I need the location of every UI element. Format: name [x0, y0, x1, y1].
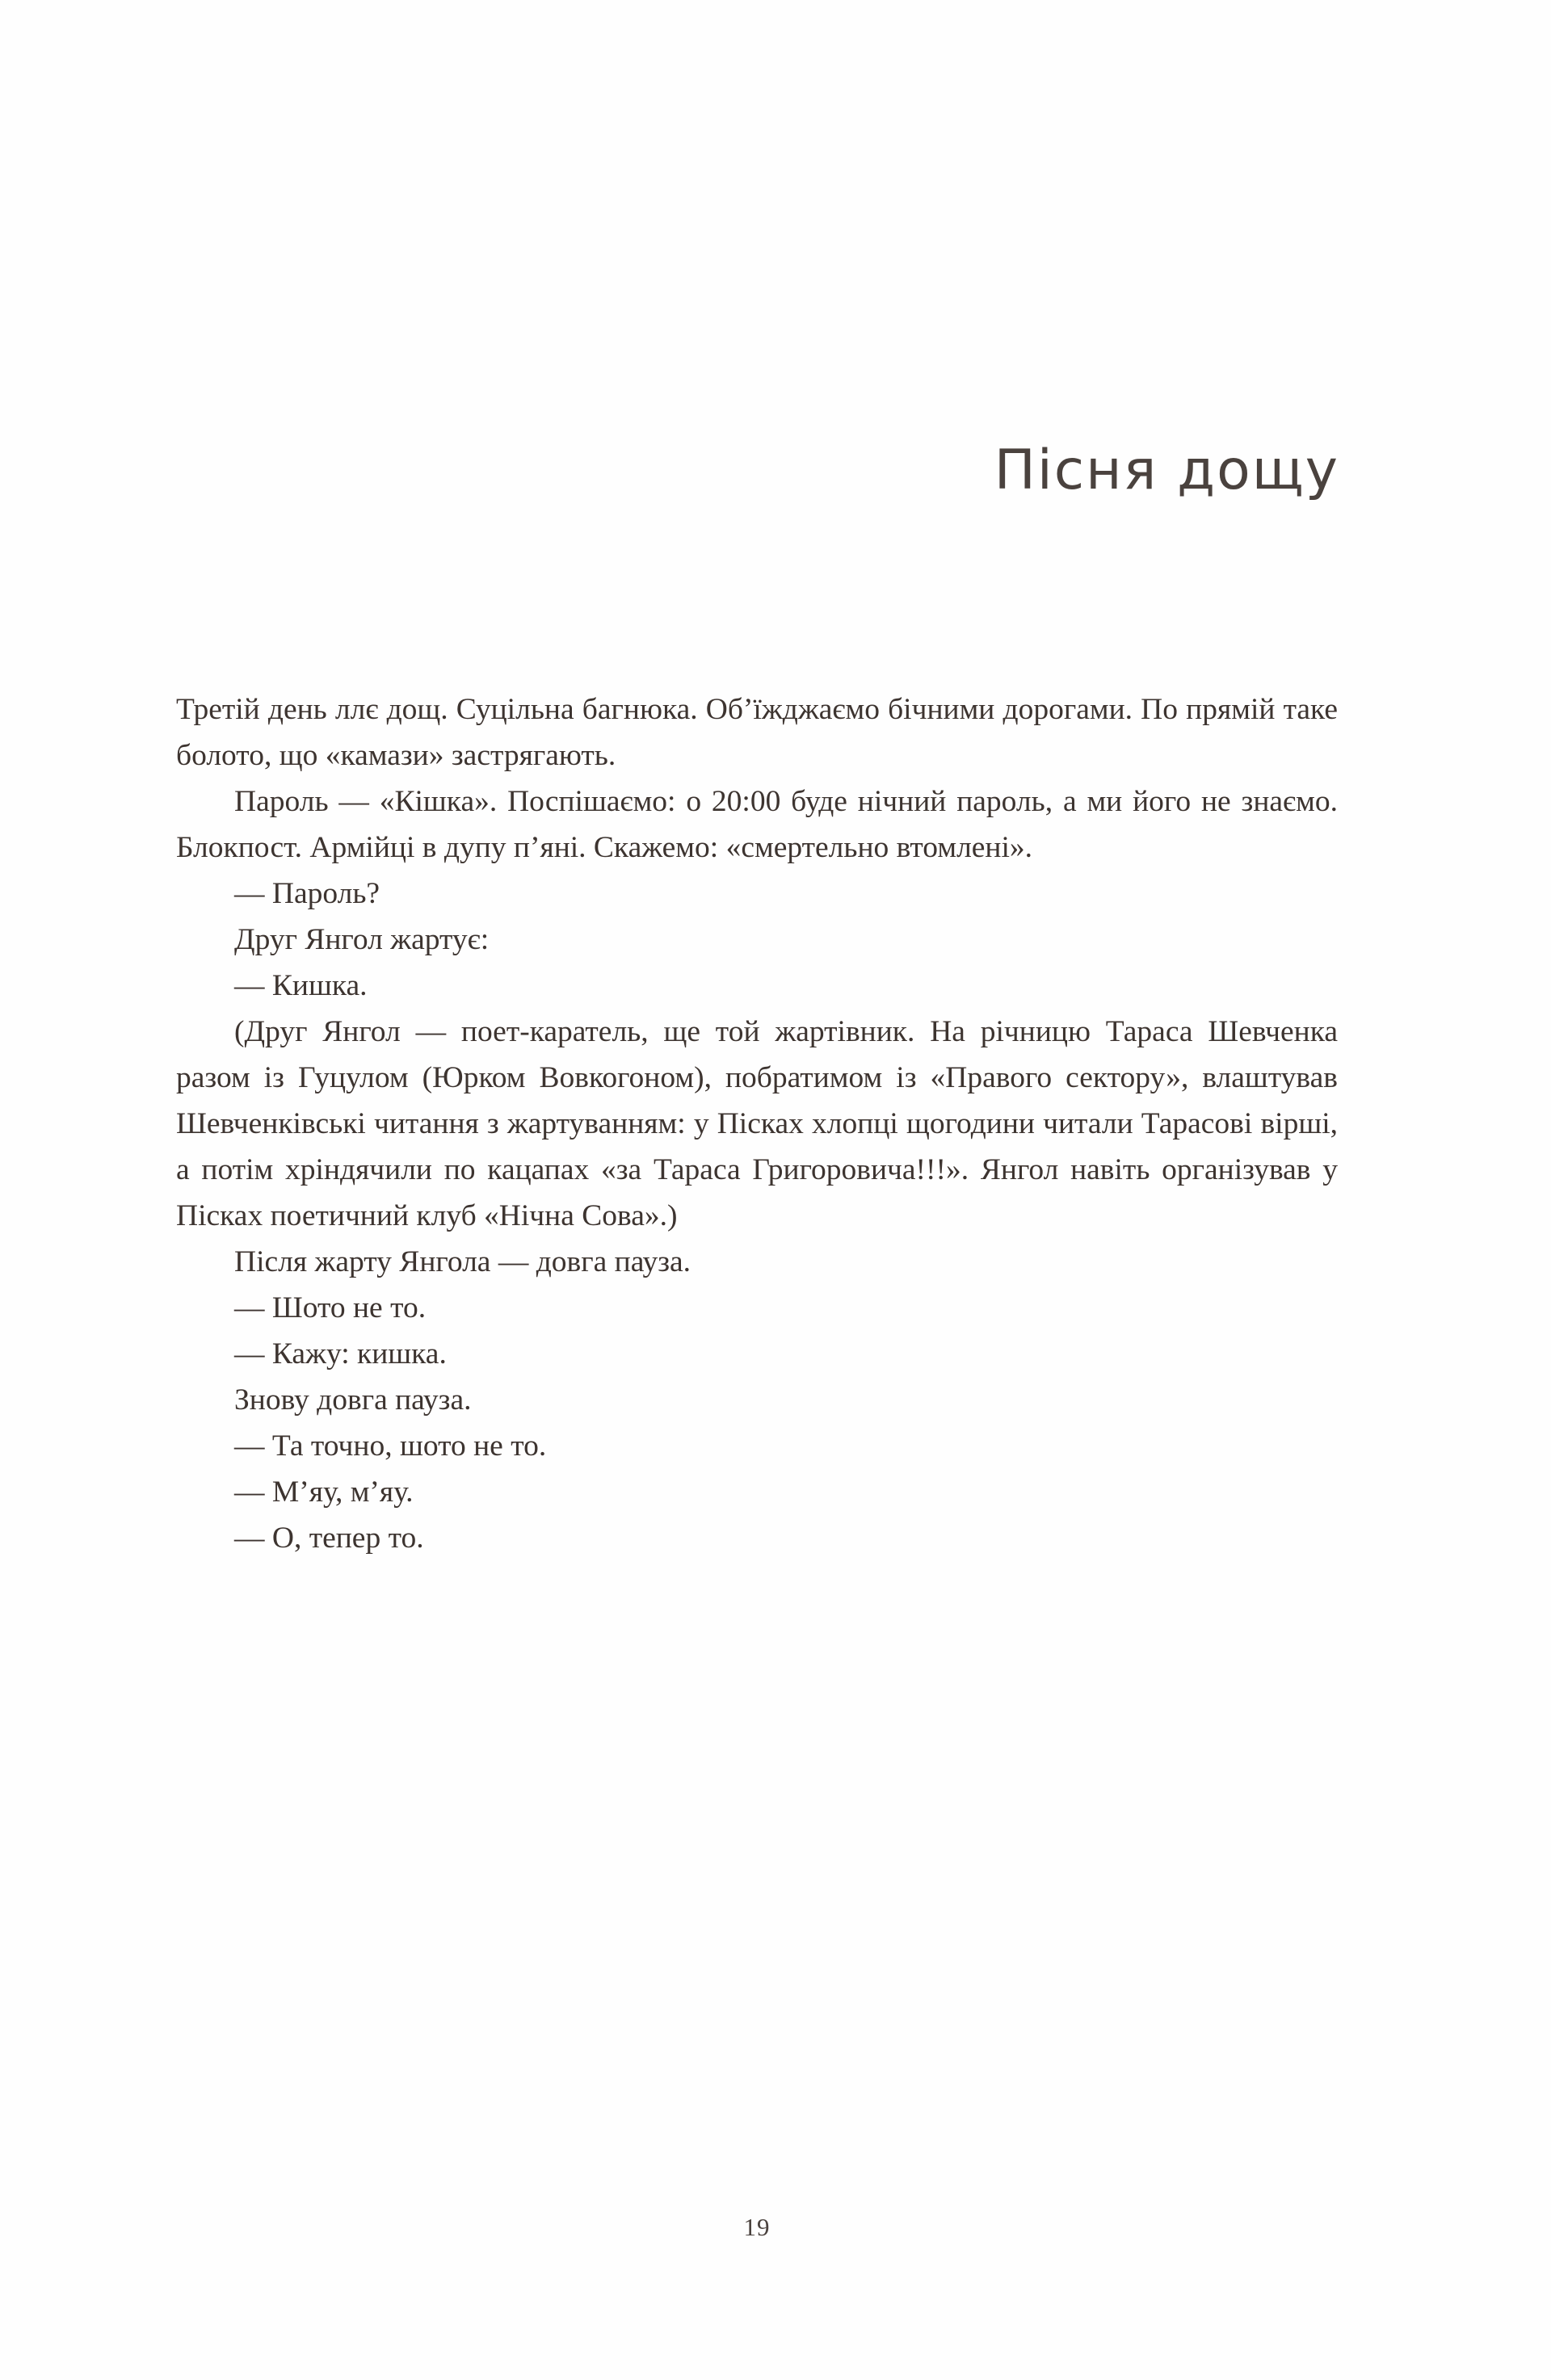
paragraph: — О, тепер то. [234, 1522, 424, 1555]
body-text [176, 686, 1338, 1561]
paragraph: — Шото не то. [234, 1291, 427, 1324]
paragraph: — М’яу, м’яу. [234, 1475, 414, 1509]
paragraph: Після жарту Янгола — довга пауза. [234, 1245, 691, 1278]
paragraph: Пароль — «Кішка». Поспішаємо: о 20:00 буде нічний пароль, а ми його не знаємо. Блокпост. Армійці в дупу п’яні. Скажемо: «смертельно втомлені». [176, 785, 1338, 864]
paragraph: Третій день ллє дощ. Суцільна багнюка. Об’їжджаємо бічними дорогами. По прямій таке болото, що «камази» застрягають. [176, 693, 1338, 772]
paragraph: — Пароль? [234, 877, 380, 910]
paragraph: — Кажу: кишка. [234, 1337, 447, 1370]
paragraph: — Та точно, шото не то. [234, 1429, 547, 1463]
paragraph: — Кишка. [234, 969, 368, 1002]
chapter-title: Пісня дощу [994, 438, 1339, 502]
page-number: 19 [743, 2213, 771, 2241]
paragraph: Друг Янгол жартує: [234, 923, 490, 956]
page-content-area [176, 0, 1339, 2380]
paragraph: Знову довга пауза. [234, 1383, 472, 1417]
paragraph: (Друг Янгол — поет-каратель, ще той жартівник. На річницю Тараса Шевченка разом із Гуцулом (Юрком Вовкогоном), побратимом із «Правого сектору», влаштував Шевченківські читання з жартуванням: у Пісках хлопці щогодини читали Тарасові вірші, а потім хріндячили по кацапах «за Тараса Григоровича!!!». Янгол навіть організував у Пісках поетичний клуб «Нічна Сова».) [176, 1015, 1338, 1232]
